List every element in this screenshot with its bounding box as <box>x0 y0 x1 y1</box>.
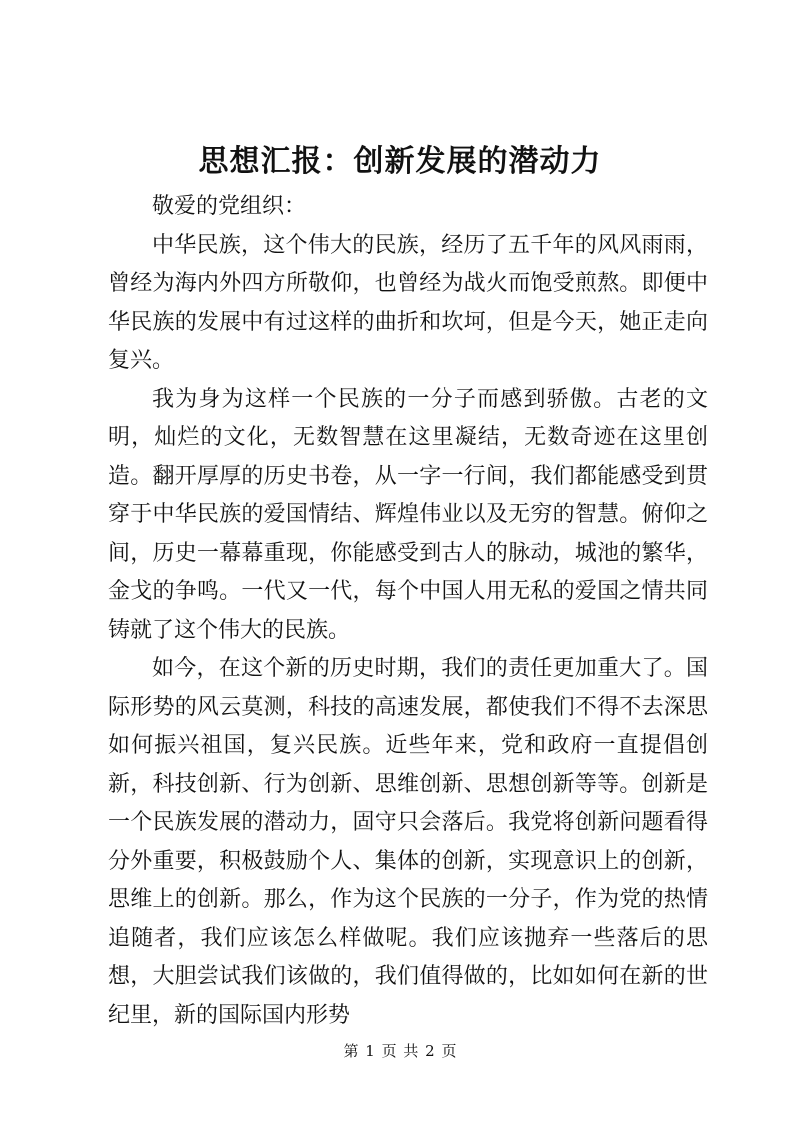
salutation: 敬爱的党组织： <box>152 194 307 219</box>
document-body <box>108 188 708 1035</box>
page-footer: 第 1 页 共 2 页 <box>343 1042 457 1060</box>
document-title: 思想汇报：创新发展的潜动力 <box>198 144 602 179</box>
paragraph-1: 中华民族，这个伟大的民族，经历了五千年的风风雨雨，曾经为海内外四方所敬仰，也曾经为战火而饱受煎熬。即便中华民族的发展中有过这样的曲折和坎坷，但是今天，她正走向复兴。 <box>108 232 708 373</box>
paragraph-3: 如今，在这个新的历史时期，我们的责任更加重大了。国际形势的风云莫测，科技的高速发展，都使我们不得不去深思如何振兴祖国，复兴民族。近些年来，党和政府一直提倡创新，科技创新、行为创新、思维创新、思想创新等等。创新是一个民族发展的潜动力，固守只会落后。我党将创新问题看得分外重要，积极鼓励个人、集体的创新，实现意识上的创新，思维上的创新。那么，作为这个民族的一分子，作为党的热情追随者，我们应该怎么样做呢。我们应该抛弃一些落后的思想，大胆尝试我们该做的，我们值得做的，比如如何在新的世纪里，新的国际国内形势 <box>108 656 708 1028</box>
paragraph-2: 我为身为这样一个民族的一分子而感到骄傲。古老的文明，灿烂的文化，无数智慧在这里凝结，无数奇迹在这里创造。翻开厚厚的历史书卷，从一字一行间，我们都能感受到贯穿于中华民族的爱国情结、辉煌伟业以及无穷的智慧。俯仰之间，历史一幕幕重现，你能感受到古人的脉动，城池的繁华，金戈的争鸣。一代又一代，每个中国人用无私的爱国之情共同铸就了这个伟大的民族。 <box>108 386 708 643</box>
